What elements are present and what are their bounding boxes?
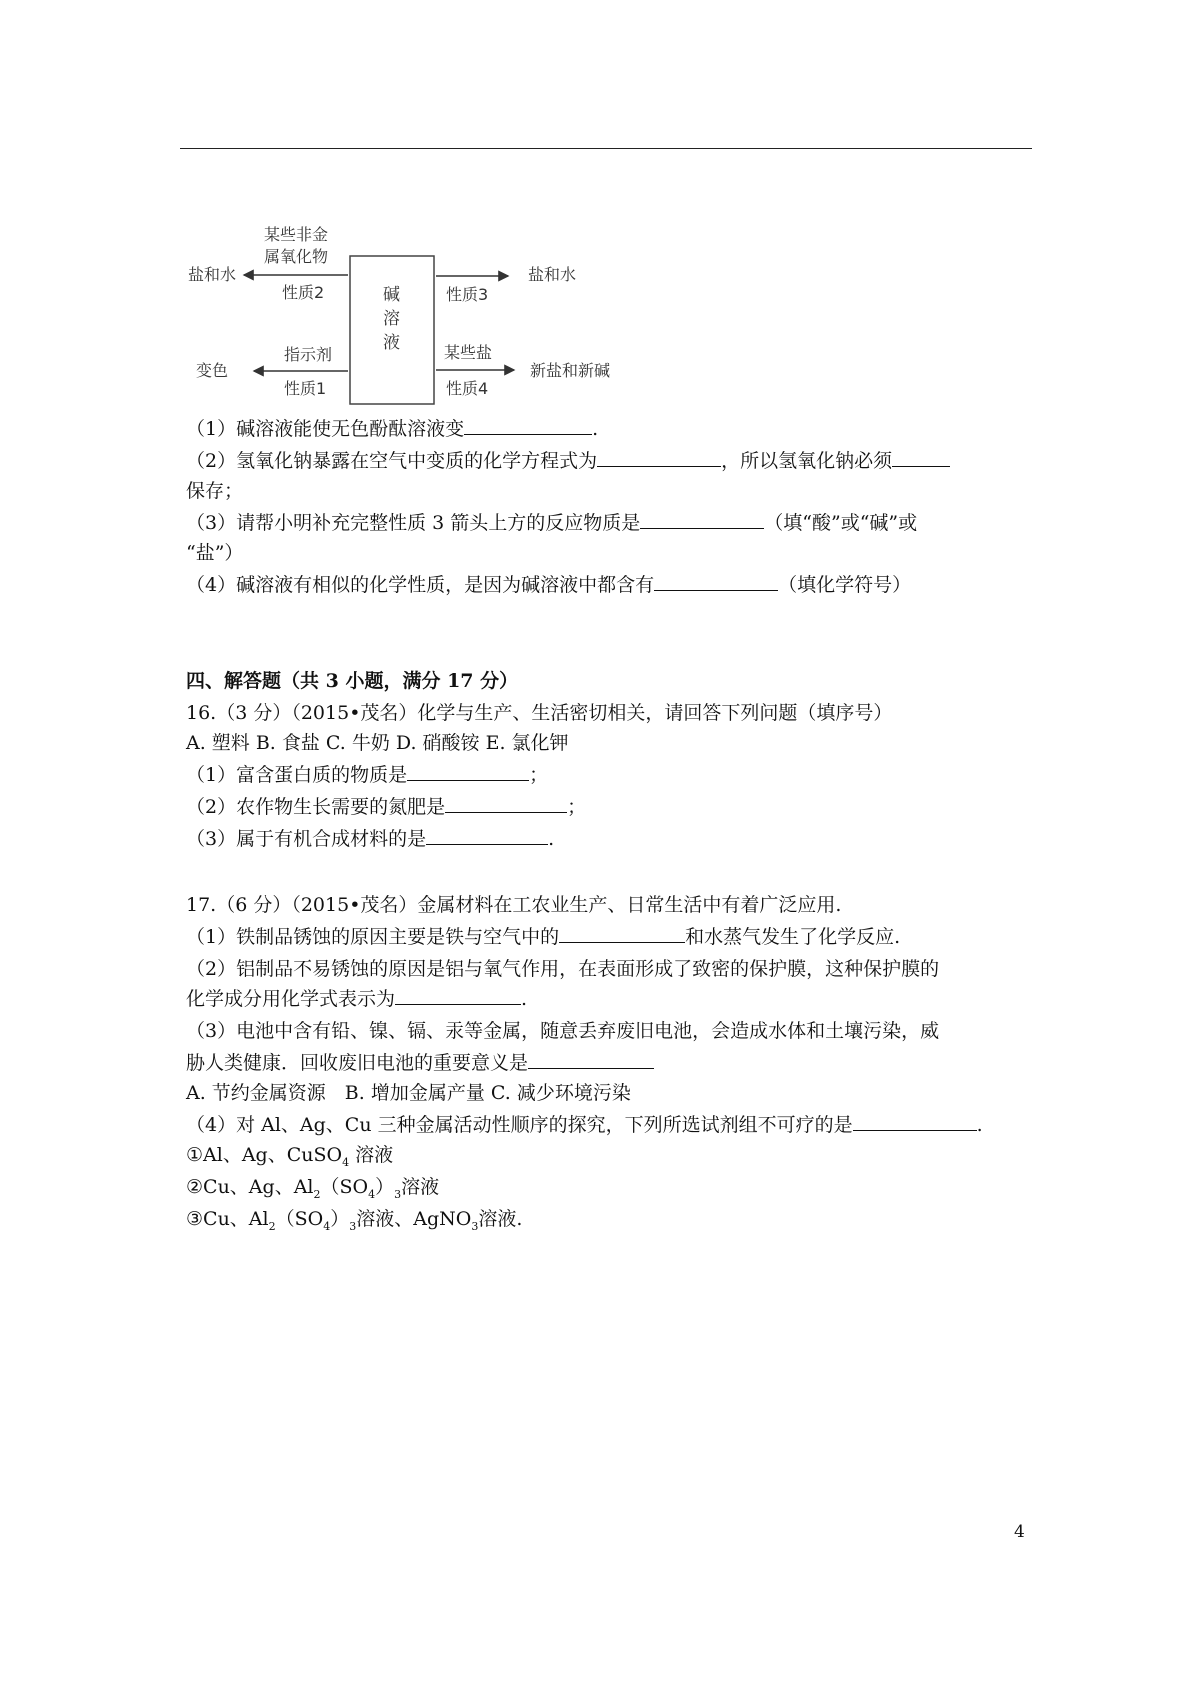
right-bottom-product: 新盐和新碱: [530, 361, 611, 380]
q17-option-3: ③Cu、$Al_2(SO_4)_3$溶液、AgNO$_3$溶液.: [186, 1208, 523, 1233]
q15-part1: （1）碱溶液能使无色酚酞溶液变 .: [186, 418, 599, 440]
q17-part3-options: A. 节约金属资源 B. 增加金属产量 C. 减少环境污染: [186, 1082, 631, 1104]
q17-part2: （2）铝制品不易锈蚀的原因是铝与氧气作用，在表面形成了致密的保护膜，这种保护膜的: [186, 958, 940, 980]
q15-part2-cont: 保存；: [186, 480, 244, 502]
q15-part3-cont: “盐”）: [186, 542, 244, 564]
left-top-reagent-2: 属氧化物: [264, 247, 329, 266]
center-box: [350, 256, 434, 404]
q17-part1: （1）铁制品锈蚀的原因主要是铁与空气中的 和水蒸气发生了化学反应.: [186, 926, 901, 948]
q15-part3: （3）请帮小明补充完整性质 3 箭头上方的反应物质是 （填“酸”或“碱”或: [186, 512, 918, 534]
q17-option-1: ①Al、Ag、CuSO$_4$ 溶液: [186, 1144, 394, 1169]
answer-blank[interactable]: [559, 924, 685, 943]
q17-part4: （4）对 Al、Ag、Cu 三种金属活动性顺序的探究，下列所选试剂组不可疗的是 .: [186, 1114, 983, 1136]
left-bottom-property: 性质1: [284, 379, 327, 398]
section-title: 四、解答题（共 3 小题，满分 17 分）: [186, 670, 519, 692]
q15-part4: （4）碱溶液有相似的化学性质，是因为碱溶液中都含有 （填化学符号）: [186, 574, 912, 596]
q17-stem: 17.（6 分）（2015•茂名）金属材料在工农业生产、日常生活中有着广泛应用.: [186, 894, 842, 916]
answer-blank[interactable]: [654, 572, 778, 591]
center-label-2: 溶: [383, 309, 400, 329]
page-number: 4: [1014, 1522, 1025, 1542]
answer-blank[interactable]: [597, 448, 721, 467]
answer-blank[interactable]: [528, 1050, 654, 1069]
answer-blank[interactable]: [464, 416, 592, 435]
left-bottom-product: 变色: [196, 361, 229, 380]
answer-blank[interactable]: [407, 762, 529, 781]
left-top-reagent-1: 某些非金: [264, 225, 329, 244]
answer-blank[interactable]: [892, 448, 950, 467]
header-rule: [180, 148, 1032, 149]
q15-part2: （2）氢氧化钠暴露在空气中变质的化学方程式为 ，所以氢氧化钠必须: [186, 448, 950, 474]
q17-part3-cont: 胁人类健康．回收废旧电池的重要意义是: [186, 1050, 654, 1076]
center-label-3: 液: [383, 333, 400, 353]
answer-blank[interactable]: [426, 826, 548, 845]
q16-part1: （1）富含蛋白质的物质是 ；: [186, 764, 549, 786]
q17-part2-cont: 化学成分用化学式表示为 .: [186, 988, 528, 1010]
center-label-1: 碱: [383, 285, 400, 305]
q16-options: A. 塑料 B. 食盐 C. 牛奶 D. 硝酸铵 E. 氯化钾: [186, 732, 569, 754]
left-top-product: 盐和水: [188, 265, 237, 284]
q16-part3: （3）属于有机合成材料的是 .: [186, 828, 555, 850]
right-top-product: 盐和水: [528, 265, 577, 284]
right-bottom-property: 性质4: [446, 379, 489, 398]
answer-blank[interactable]: [640, 510, 764, 529]
left-bottom-reagent: 指示剂: [284, 345, 333, 364]
answer-blank[interactable]: [853, 1112, 977, 1131]
answer-blank[interactable]: [395, 986, 521, 1005]
q17-part3: （3）电池中含有铅、镍、镉、汞等金属，随意丢弃废旧电池，会造成水体和土壤污染，威: [186, 1020, 940, 1042]
right-top-property: 性质3: [446, 285, 489, 304]
answer-blank[interactable]: [445, 794, 567, 813]
q16-part2: （2）农作物生长需要的氮肥是 ；: [186, 796, 587, 818]
q17-option-2: ②Cu、Ag、$Al_2(SO_4)_3$溶液: [186, 1176, 440, 1201]
base-properties-diagram: [180, 220, 640, 410]
right-bottom-reagent: 某些盐: [444, 343, 493, 362]
left-top-property: 性质2: [282, 283, 325, 302]
q16-stem: 16.（3 分）（2015•茂名）化学与生产、生活密切相关，请回答下列问题（填序号）: [186, 702, 893, 724]
